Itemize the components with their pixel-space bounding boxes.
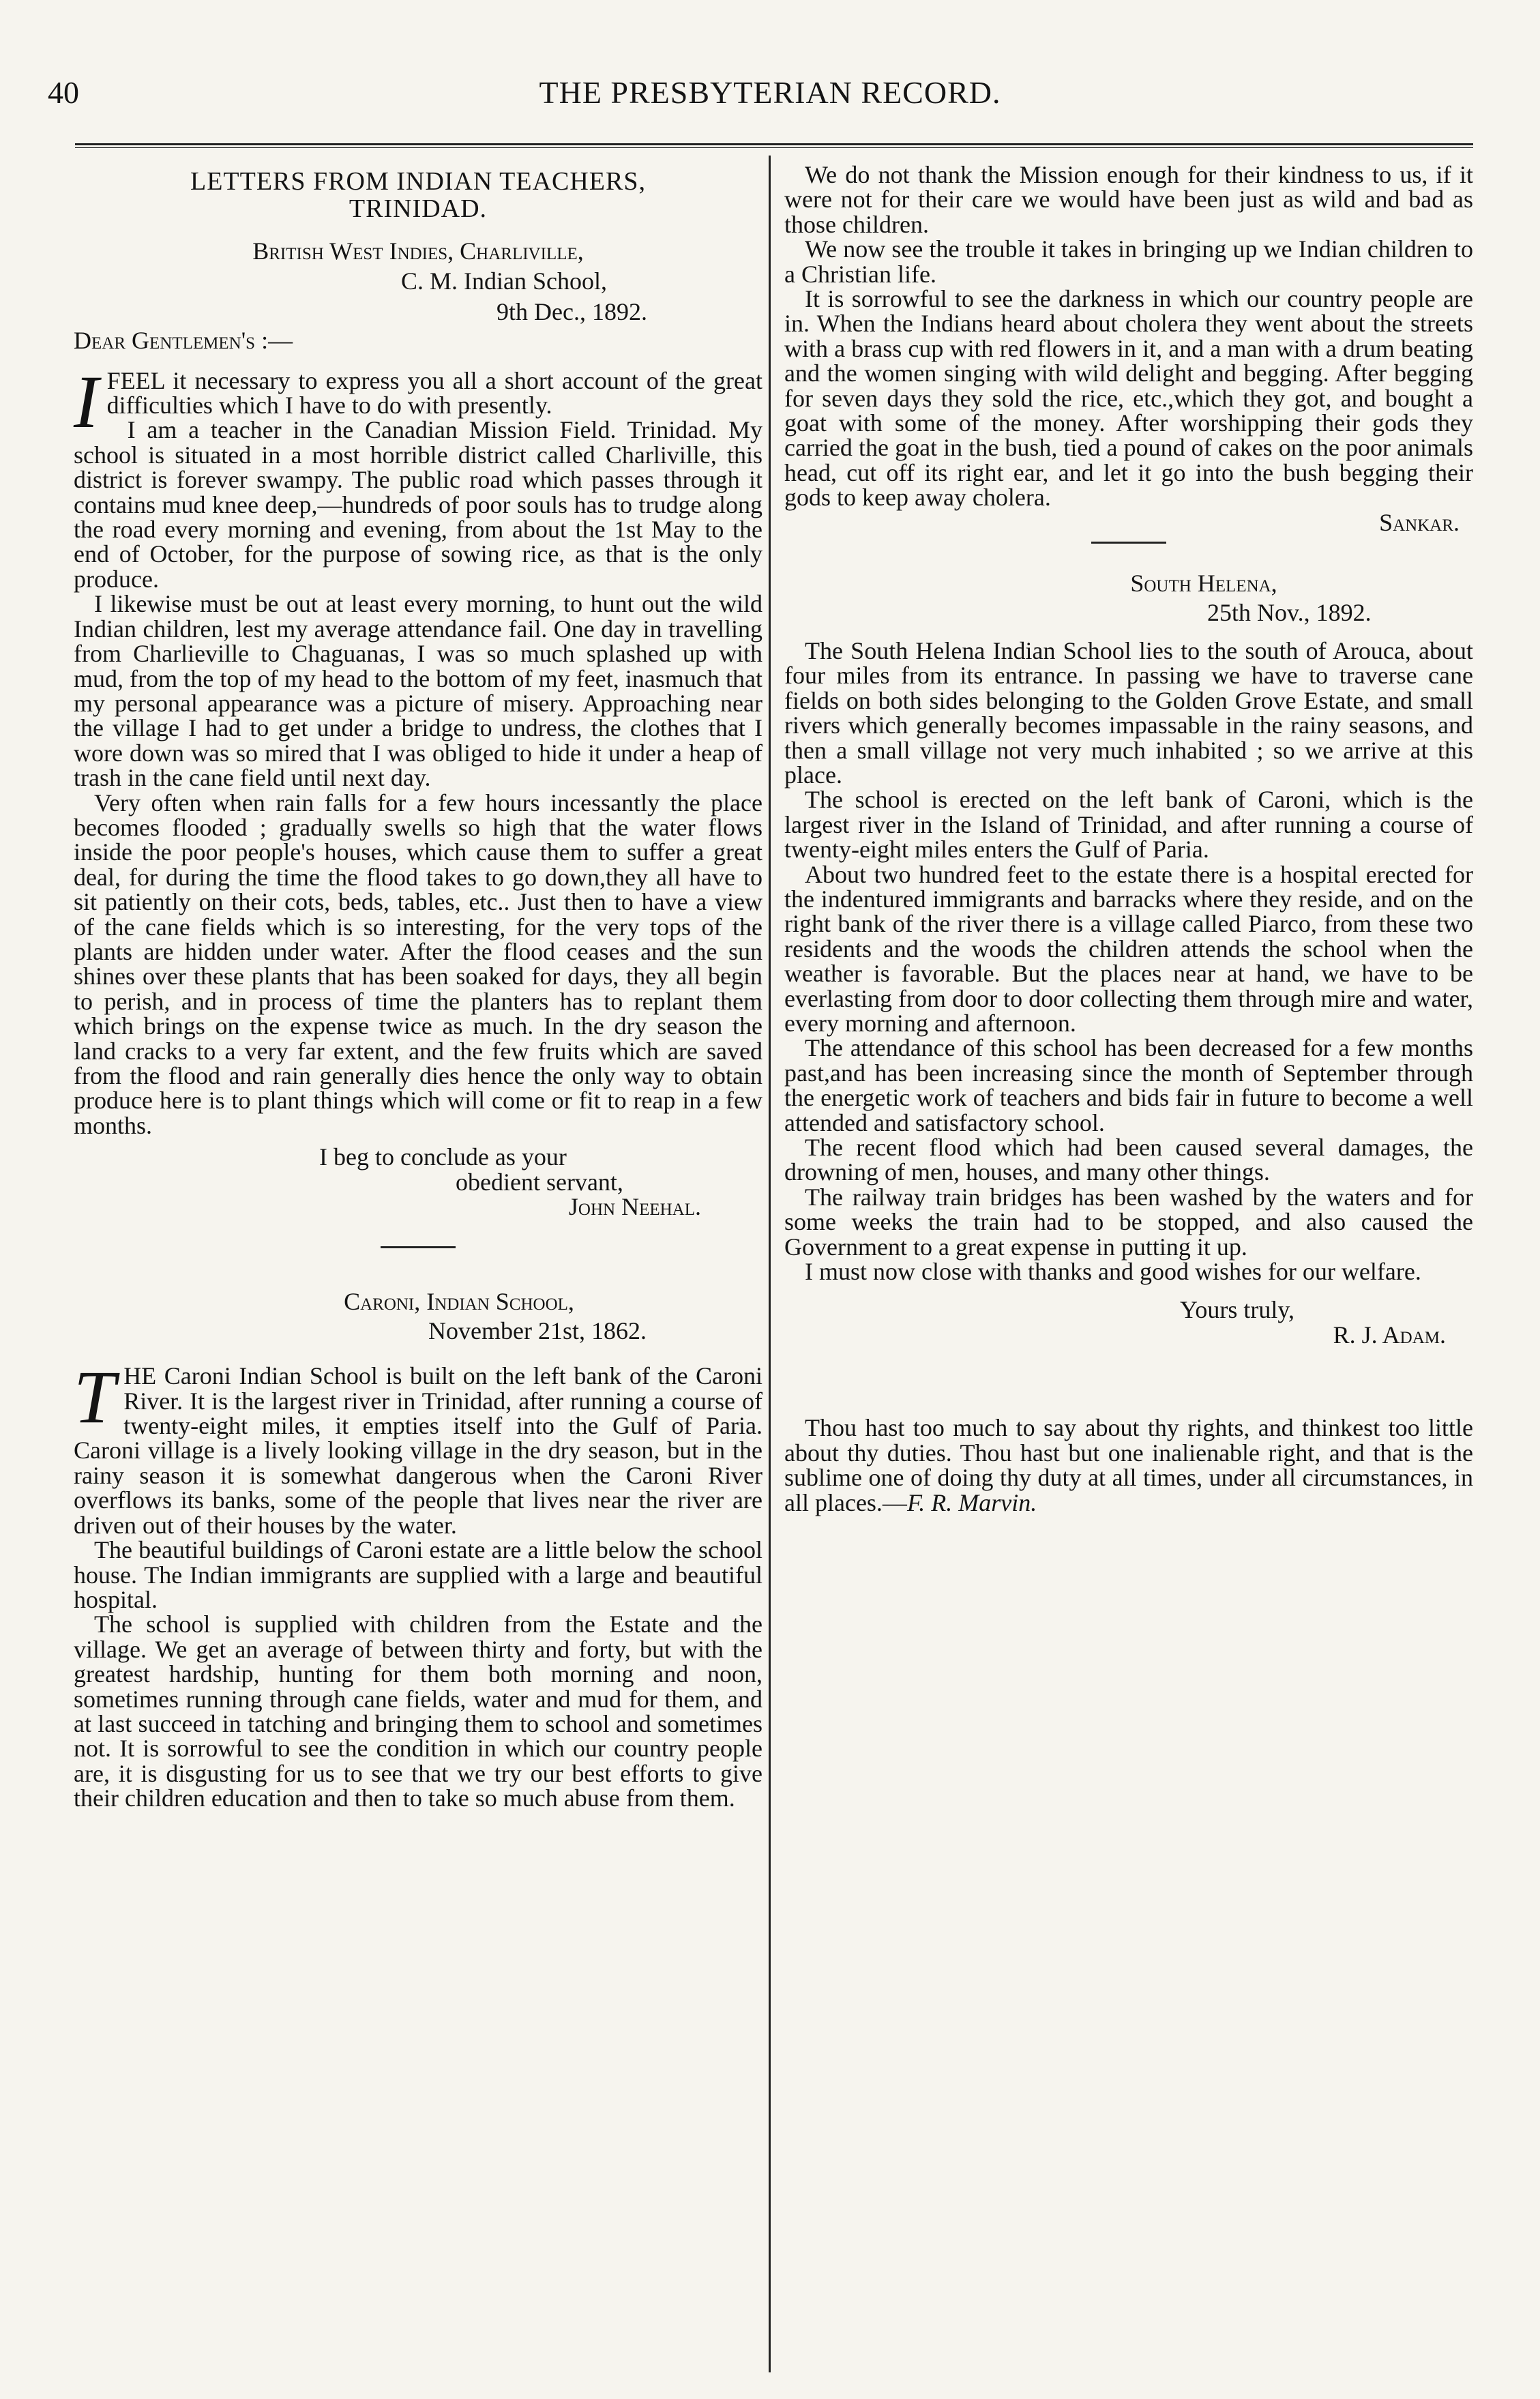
dropcap: T (74, 1355, 116, 1439)
letter3-paragraph-2: The school is erected on the left bank of Caroni, which is the largest river in the Island of Trinidad, and after running a course of twenty-eight miles enters the Gulf of Paria. (784, 786, 1473, 864)
right-column (784, 162, 1473, 1515)
dropcap: I (74, 359, 99, 443)
letter3-signature: R. J. Adam. (1333, 1321, 1446, 1349)
letter1-place: British West Indies, Charliville, (252, 237, 584, 265)
letter3-paragraph-4: The attendance of this school has been decreased for a few months past,and has been increasing since the month of September through the energetic work of teachers and bids fair in future to become a well attended and satisfactory school. (784, 1034, 1473, 1136)
section-divider (381, 1246, 456, 1248)
page-number: 40 (48, 74, 79, 110)
letter2-paragraph-3: The school is supplied with children from the Estate and the village. We get an average of between thirty and forty, but with the greatest hardship, hunting for them both morning and noon, sometimes running through cane fields, water and mud for them, and at last succeed in tatching and bringing them to school and sometimes not. It is sorrowful to see the condition in which our country people are, it is disgusting for us to see that we try our best efforts to give their children education and then to take so much abuse from them. (74, 1610, 762, 1812)
letter3-paragraph-1: The South Helena Indian School lies to the south of Arouca, about four miles from its entrance. In passing we have to traverse cane fields on both sides belonging to the Golden Grove Estate, and small rivers which generally becomes impassable in the rainy seasons, and then a small village not very much inhabited ; so we arrive at this place. (784, 636, 1473, 789)
quote-text: Thou hast too much to say about thy rights, and thinkest too little about thy duties. Thou hast but one inalienable right, and that is the sublime one of doing thy duty at all times, under all circumstances, in all places.— (784, 1414, 1473, 1516)
letter2-paragraph-6: It is sorrowful to see the darkness in which our country people are in. When the Indians heard about cholera they went about the streets with a brass cup with red flowers in it, and a man with a drum beating and the women singing with wild delight and begging. After begging for seven days they sold the rice, etc.,which they got, and bought a goat with some of the money. After worshipping their gods they carried the goat in the bush, tied a pound of cakes on the poor animals head, cut off its right ear, and let it go into the bush begging their gods to keep away cholera. (784, 285, 1473, 512)
letter3-paragraph-5: The recent flood which had been caused several damages, the drowning of men, houses, and many other things. (784, 1134, 1473, 1186)
letter3-closing: Yours truly, (1180, 1296, 1295, 1324)
letter2-p1-text: HE Caroni Indian School is built on the left bank of the Caroni River. It is the largest river in Trinidad, after running a course of twenty-eight miles, it empties itself into the Gulf of Paria. Caroni village is a lively looking village in the dry season, but in the rainy season it is somewhat dangerous when the Caroni River overflows its banks, some of the people that lives near the river are driven out of their houses by the water. (74, 1362, 762, 1539)
letter1-paragraph-2: I am a teacher in the Canadian Mission Field. Trinidad. My school is situated in a most horrible district called Charliville, this district is forever swampy. The public road which passes through it contains mud knee deep,—hundreds of poor souls has to trudge along the road every morning and evening, from about the 1st May to the end of October, for the purpose of sowing rice, as that is the only produce. (74, 416, 762, 593)
letter1-paragraph-4: Very often when rain falls for a few hours incessantly the place becomes flooded ; gradually swells so high that the water flows inside the poor people's houses, which cause them to suffer a great deal, for during the time the flood takes to go down,they all have to sit patiently on their cots, beds, tables, etc.. Just then to have a view of the cane fields which is so interesting, for the very tops of the plants are hidden under water. After the flood ceases and the sun shines over these plants that has been soaked for days, they all begin to perish, and in process of time the planters has to replant them which brings on the expense twice as much. In the dry season the land cracks to a very far extent, and the few fruits which are saved from the flood and rain generally dies hence the only way to obtain produce here is to plant things which will come or fit to reap in a few months. (74, 789, 762, 1139)
letter1-salutation: Dear Gentlemen's :— (74, 327, 293, 355)
letter1-school: C. M. Indian School, (401, 267, 607, 295)
letter2-paragraph-5: We now see the trouble it takes in bringing up we Indian children to a Christian life. (784, 235, 1473, 288)
closing-quote (784, 1415, 1473, 1515)
letter1-closing-1: I beg to conclude as your (319, 1143, 567, 1171)
letter3-paragraph-7: I must now close with thanks and good wishes for our welfare. (805, 1258, 1421, 1286)
running-title: THE PRESBYTERIAN RECORD. (539, 74, 1001, 110)
letter1-closing-2: obedient servant, (456, 1168, 623, 1196)
left-column (74, 162, 762, 1811)
letter1-p1-text: FEEL it necessary to express you all a short account of the great difficulties which I have to do with presently. (106, 366, 762, 420)
letter1-date: 9th Dec., 1892. (497, 297, 647, 325)
letter2-place: Caroni, Indian School, (344, 1288, 574, 1316)
letter2-signature: Sankar. (1379, 508, 1460, 536)
letter3-place: South Helena, (1130, 570, 1277, 598)
heading-line-2: TRINIDAD. (349, 194, 488, 223)
letter1-paragraph-1 (74, 359, 762, 443)
article-heading (74, 168, 762, 222)
quote-author: F. R. Marvin. (906, 1488, 1037, 1516)
column-divider (769, 156, 771, 2372)
letter1-signature: John Neehal. (568, 1193, 701, 1221)
page-header (41, 68, 1499, 116)
header-rule (75, 143, 1473, 148)
section-divider (1091, 542, 1166, 544)
letter2-date: November 21st, 1862. (428, 1316, 647, 1344)
letter2-paragraph-1 (74, 1355, 762, 1539)
letter1-paragraph-3: I likewise must be out at least every morning, to hunt out the wild Indian children, lest my average attendance fail. One day in travelling from Charlieville to Chaguanas, I was so much splashed up with mud, from the top of my head to the bottom of my feet, inasmuch that my personal appearance was a picture of misery. Approaching near the village I had to get under a bridge to undress, the clothes that I wore down was so mired that I was obliged to hide it under a heap of trash in the cane field until next day. (74, 590, 762, 792)
letter2-paragraph-2: The beautiful buildings of Caroni estate are a little below the school house. The Indian immigrants are supplied with a large and beautiful hospital. (74, 1536, 762, 1613)
letter3-paragraph-6: The railway train bridges has been washed by the waters and for some weeks the train had to be stopped, and also caused the Government to a great expense in putting it up. (784, 1183, 1473, 1261)
heading-line-1: LETTERS FROM INDIAN TEACHERS, (190, 167, 646, 196)
letter3-date: 25th Nov., 1892. (1207, 598, 1372, 626)
letter2-paragraph-4: We do not thank the Mission enough for their kindness to us, if it were not for their care we would have been just as wild and bad as those children. (784, 161, 1473, 238)
letter3-paragraph-3: About two hundred feet to the estate there is a hospital erected for the indentured immigrants and barracks where they reside, and on the right bank of the river there is a village called Piarco, from these two residents and the woods the children attends the school when the weather is favorable. But the places near at hand, we have to be everlasting from door to door collecting them through mire and water, every morning and afternoon. (784, 860, 1473, 1037)
